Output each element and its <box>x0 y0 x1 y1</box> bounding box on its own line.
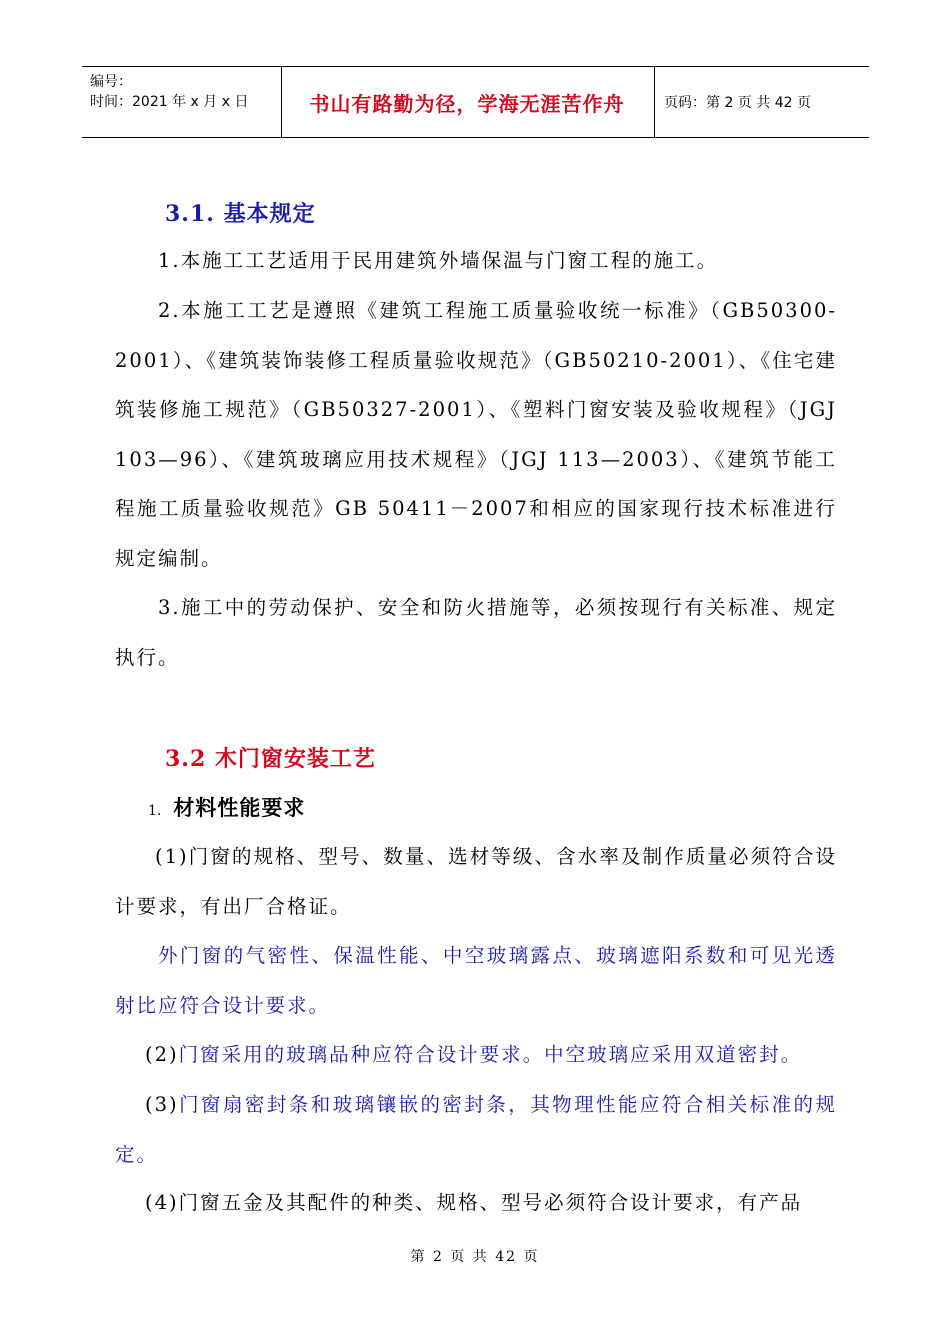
section-title-wood-windows: 3.2 木门窗安装工艺 <box>165 746 376 772</box>
requirement-3-text: 门窗扇密封条和玻璃镶嵌的密封条，其物理性能应符合相关标准的规定。 <box>115 1093 837 1166</box>
subsection-number: 1. <box>148 803 162 819</box>
header-divider <box>654 67 655 137</box>
section-title-basic-rules: 3.1. 基本规定 <box>165 201 316 227</box>
requirement-1: (1)门窗的规格、型号、数量、选材等级、含水率及制作质量必须符合设计要求，有出厂合格证。 <box>115 845 837 918</box>
subsection-heading <box>148 792 305 822</box>
subsection-title: 材料性能要求 <box>173 795 306 820</box>
header-meta <box>90 72 280 112</box>
requirement-4: (4)门窗五金及其配件的种类、规格、型号必须符合设计要求，有产品 <box>145 1191 803 1214</box>
paragraph-3: 3.施工中的劳动保护、安全和防火措施等，必须按现行有关标准、规定执行。 <box>115 596 837 669</box>
requirement-1-note: 外门窗的气密性、保温性能、中空玻璃露点、玻璃遮阳系数和可见光透射比应符合设计要求。 <box>115 944 837 1017</box>
paragraph-2: 2.本施工工艺是遵照《建筑工程施工质量验收统一标准》（GB50300-2001）、《建筑装饰装修工程质量验收规范》（GB50210-2001）、《住宅建筑装修施工规范》（GB50327-2001）、《塑料门窗安装及验收规程》（JGJ 103—96）、《建筑玻璃应用技术规程》（JGJ 113—2003）、《建筑节能工程施工质量验收规范》GB 50411－2007和相应的国家现行技术标准进行规定编制。 <box>115 299 837 570</box>
time-label: 时间：2021 年 x 月 x 日 <box>90 94 249 110</box>
requirement-3-prefix: (3) <box>145 1093 179 1116</box>
requirement-2-prefix: (2) <box>145 1043 179 1066</box>
requirement-2-text: 门窗采用的玻璃品种应符合设计要求。中空玻璃应采用双道密封。 <box>178 1043 803 1066</box>
page-footer: 第 2 页 共 42 页 <box>410 1249 540 1265</box>
paragraph-1: 1.本施工工艺适用于民用建筑外墙保温与门窗工程的施工。 <box>158 249 719 272</box>
requirement-2 <box>115 1030 837 1080</box>
header-motto: 书山有路勤为径，学海无涯苦作舟 <box>309 91 625 116</box>
requirement-3 <box>115 1080 837 1179</box>
page-header <box>82 66 869 138</box>
number-label: 编号： <box>90 74 132 90</box>
header-page-info: 页码：第 2 页 共 42 页 <box>664 95 811 111</box>
